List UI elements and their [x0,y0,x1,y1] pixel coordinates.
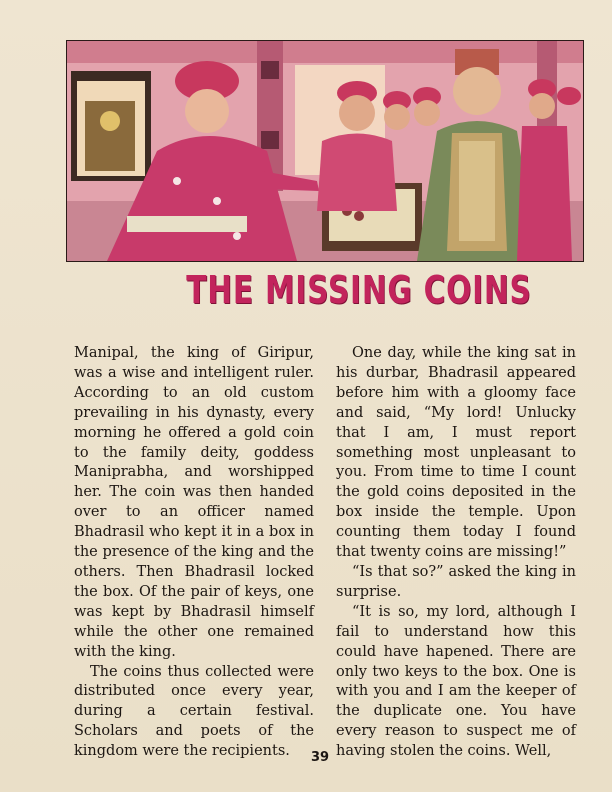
paragraph: “It is so, my lord, although I fail to understand how this could have hapened. There are only two keys to the box. One is with you and I am the keeper of the duplicate one. You have every reason to suspect me of having stolen the coins. Well, [336,603,576,760]
story-title: THE MISSING COINS [186,268,532,312]
page-number: 39 [310,750,330,765]
paragraph: Manipal, the king of Giripur, was a wise and intelligent ruler. According to an old custom prevailing in his dynasty, every morning he offered a gold coin to the family deity, goddess Maniprabha, and worshipped her. The coin was then handed over to an officer named Bhadrasil who kept it in a box in the presence of the king and the others. Then Bhadrasil locked the box. Of the pair of keys, one was kept by Bhadrasil himself while the other one remained with the king. [74,345,314,660]
paragraph: One day, while the king sat in his durbar, Bhadrasil appeared before him with a gloomy face and said, “My lord! Unlucky that I am, I must report something most unpleasant to you. From time to time I count the gold coins deposited in the box inside the temple. Upon counting them today I found that twenty coins are missing!” [336,345,576,561]
left-column [74,344,314,762]
paragraph: “Is that so?” asked the king in surprise. [336,563,576,600]
right-column [336,344,576,762]
paragraph: The coins thus collected were distributed once every year, during a certain festival. Scholars and poets of the kingdom were the recipients. [74,663,314,760]
story-illustration [66,40,584,262]
